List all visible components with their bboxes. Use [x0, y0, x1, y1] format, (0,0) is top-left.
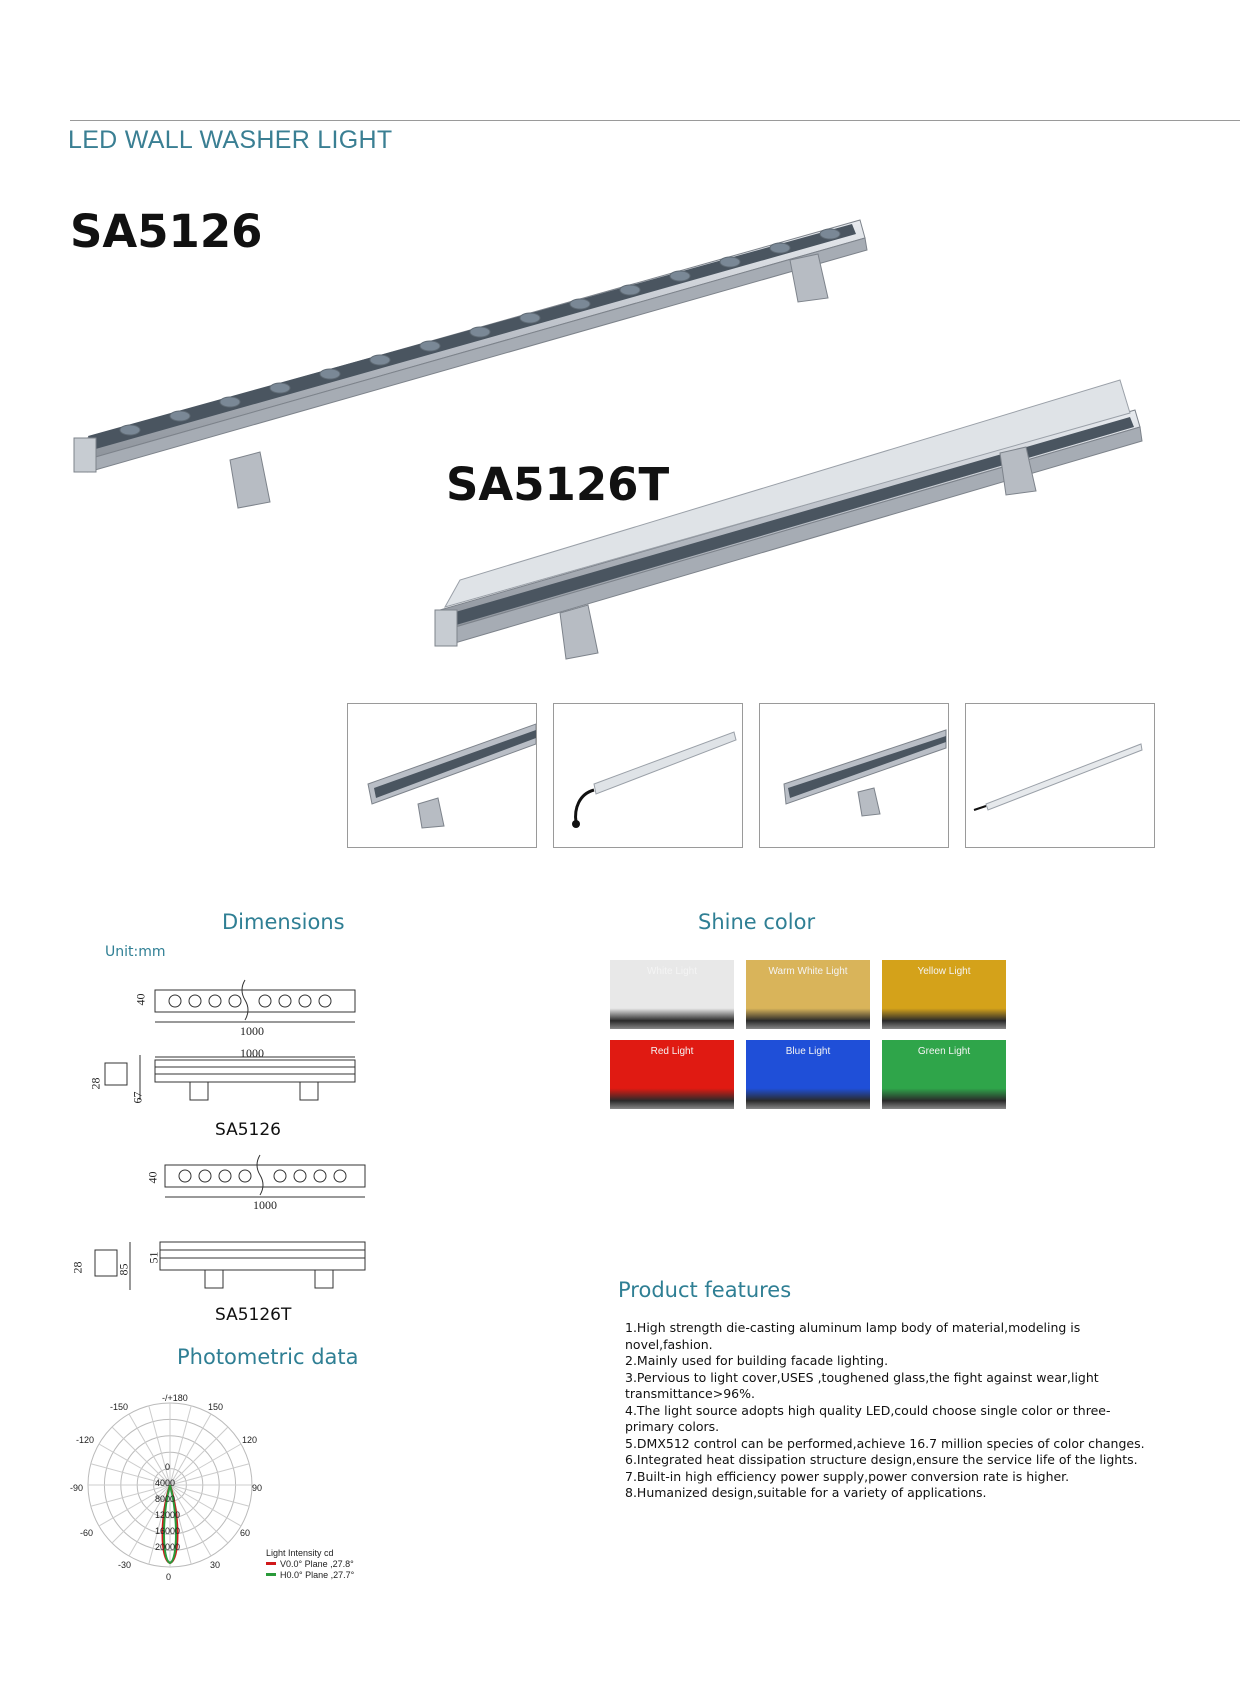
header-rule: [70, 120, 1240, 121]
model-name-secondary: SA5126T: [446, 458, 670, 511]
feature-item: 5.DMX512 control can be performed,achieve 16.7 million species of color changes.: [625, 1435, 1145, 1451]
dim-side-width-sa5126: 28: [88, 1077, 103, 1090]
shine-color-label: White Light: [646, 966, 698, 977]
dim-side-width-sa5126t: 28: [70, 1261, 85, 1274]
legend-marker: [266, 1573, 276, 1576]
shine-color-swatch: [610, 960, 734, 1029]
shine-color-grid: [610, 960, 1020, 1110]
feature-item: 4.The light source adopts high quality LED,could choose single color or three-primary colors.: [625, 1402, 1111, 1434]
feature-item: 3.Pervious to light cover,USES ,toughened glass,the fight against wear,light transmittance>96%.: [625, 1369, 1099, 1401]
shine-color-label: Blue Light: [785, 1046, 831, 1057]
feature-item: 2.Mainly used for building facade lighting.: [625, 1353, 889, 1368]
feature-item: 6.Integrated heat dissipation structure design,ensure the service life of the lights.: [625, 1452, 1138, 1467]
polar-angle-label: 30: [210, 1560, 221, 1570]
dim-side-height-sa5126: 67: [130, 1091, 145, 1104]
dimensions-title: Dimensions: [222, 910, 345, 934]
legend-entry: [266, 1558, 354, 1569]
polar-angle-label: 0: [166, 1572, 172, 1582]
dimension-model-label: SA5126T: [215, 1305, 292, 1325]
unit-label: Unit:mm: [105, 944, 166, 960]
dim-length-side-sa5126: 1000: [240, 1046, 264, 1060]
product-thumbnail: [759, 703, 949, 848]
feature-item: 8.Humanized design,suitable for a variety of applications.: [625, 1485, 987, 1500]
polar-radial-label: 8000: [155, 1494, 176, 1504]
polar-angle-label: 150: [208, 1402, 224, 1412]
dimension-model-label: SA5126: [215, 1120, 281, 1140]
shine-color-swatch: [610, 1040, 734, 1109]
polar-radial-label: 16000: [155, 1526, 181, 1536]
polar-radial-label: 12000: [155, 1510, 181, 1520]
polar-radial-label: 0: [165, 1462, 171, 1472]
feature-item: 1.High strength die-casting aluminum lamp body of material,modeling is novel,fashion.: [625, 1320, 1081, 1352]
polar-radial-label: 4000: [155, 1478, 176, 1488]
dim-length-sa5126: 1000: [240, 1024, 264, 1038]
dim-side-height2-sa5126t: 51: [146, 1251, 161, 1264]
polar-angle-label: -60: [80, 1528, 94, 1538]
polar-angle-label: -30: [118, 1560, 132, 1570]
photometric-title: Photometric data: [177, 1345, 359, 1369]
shine-color-swatch: [882, 960, 1006, 1029]
shine-color-label: Yellow Light: [917, 966, 971, 977]
feature-item: 7.Built-in high efficiency power supply,power conversion rate is higher.: [625, 1468, 1070, 1484]
shine-color-title: Shine color: [698, 910, 816, 934]
shine-color-swatch: [746, 960, 870, 1029]
polar-angle-label: 120: [242, 1435, 258, 1445]
polar-angle-label: -120: [76, 1435, 95, 1445]
category-title: LED WALL WASHER LIGHT: [68, 126, 393, 154]
legend-entry: [266, 1569, 354, 1580]
shine-color-label: Green Light: [917, 1046, 971, 1057]
polar-radial-labels: [155, 1462, 195, 1572]
photometric-legend: [266, 1558, 354, 1580]
product-thumbnail: [347, 703, 537, 848]
polar-angle-label: -90: [70, 1483, 84, 1493]
dim-width-sa5126: 40: [133, 993, 148, 1006]
product-thumbnail: [965, 703, 1155, 848]
product-thumbnail: [553, 703, 743, 848]
polar-angle-label: -150: [110, 1402, 129, 1412]
polar-angle-label: -/+180: [162, 1393, 188, 1403]
product-image-sa5126t: [430, 375, 1150, 665]
dim-side-height-sa5126t: 85: [116, 1263, 131, 1276]
dim-width-sa5126t: 40: [145, 1171, 160, 1184]
dimension-drawing-sa5126t: [85, 1150, 385, 1300]
model-name-primary: SA5126: [70, 205, 263, 258]
polar-angle-label: 60: [240, 1528, 251, 1538]
shine-color-label: Red Light: [650, 1046, 694, 1057]
polar-angle-label: 90: [252, 1483, 263, 1493]
legend-label: V0.0° Plane ,27.8°: [280, 1558, 354, 1569]
legend-title: Light Intensity cd: [266, 1548, 334, 1558]
features-list: [625, 1320, 1145, 1502]
features-title: Product features: [618, 1278, 792, 1302]
polar-radial-label: 20000: [155, 1542, 181, 1552]
shine-color-swatch: [882, 1040, 1006, 1109]
shine-color-label: Warm White Light: [768, 966, 848, 977]
legend-label: H0.0° Plane ,27.7°: [280, 1569, 355, 1580]
shine-color-swatch: [746, 1040, 870, 1109]
legend-marker: [266, 1562, 276, 1565]
dim-length-sa5126t: 1000: [253, 1198, 277, 1212]
